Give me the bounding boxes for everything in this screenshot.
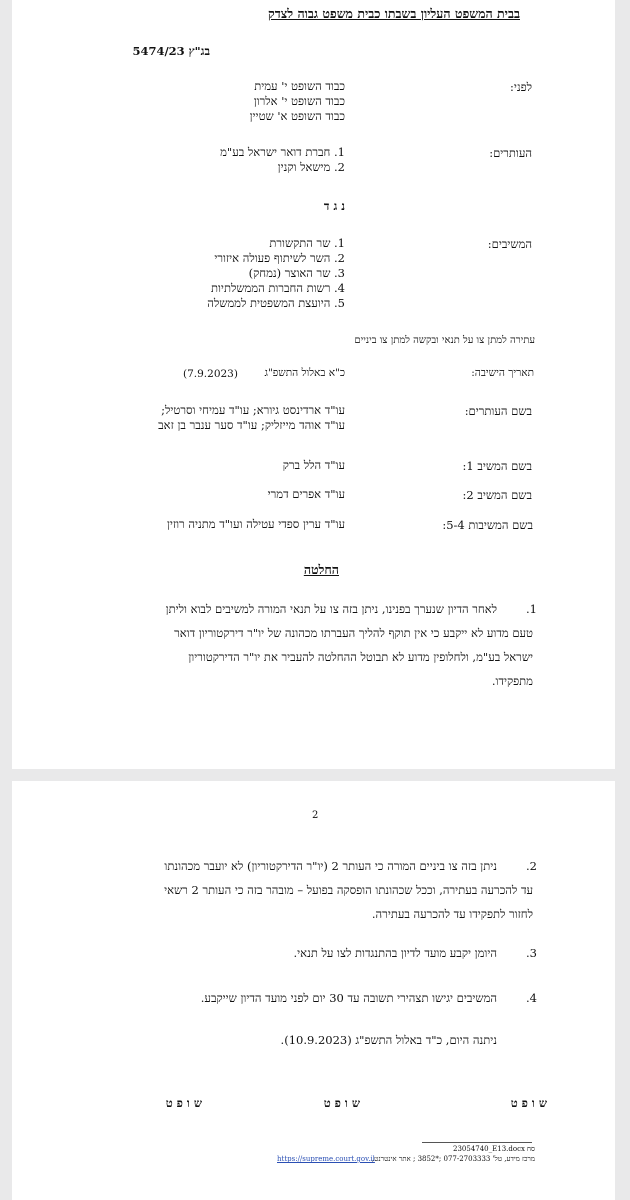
footer-doc-suffix: סח: [526, 1145, 535, 1153]
respondent-2: 2. השר לשיתוף פעולה איזורי: [214, 251, 345, 265]
para2-line-1: ניתן בזה צו ביניים המורה כי העותר 2 (יו"ר הדירקטוריון) לא יועבר מכהונתו: [164, 859, 497, 873]
respondent2-counsel: עו"ד אפרים דמרי: [267, 487, 345, 501]
judge-2: כבוד השופט י' אלרון: [253, 94, 345, 108]
signature-middle: ש ו פ ט: [323, 1096, 360, 1110]
case-number: בג"ץ 5474/23: [132, 44, 210, 58]
hearing-date-hebrew: כ"א באלול התשפ"ג: [264, 367, 345, 379]
hearing-date-gregorian: (7.9.2023): [183, 368, 238, 380]
para1-number: 1.: [526, 602, 537, 616]
para4-number: 4.: [526, 991, 537, 1005]
judge-1: כבוד השופט י' עמית: [254, 79, 345, 93]
para1-line-3: ישראל בע"מ, ולחלופין מדוע לא תבוטל ההחלטה להעביר את יו"ר הדירקטוריון: [188, 650, 533, 664]
para3-number: 3.: [526, 946, 537, 960]
para1-line-1: לאחר הדיון שנערך בפנינו, ניתן בזה צו על תנאי המורה למשיבים לבוא וליתן: [165, 602, 497, 616]
document-page-1: [12, 0, 615, 769]
respondents-label: המשיבים:: [487, 237, 532, 251]
para1-line-4: מתפקידו.: [491, 674, 533, 688]
petitioners-counsel-1: עו"ד ארדינסט גיורא; עו"ד עמיחי וסרטיל;: [161, 403, 345, 417]
given-today: ניתנה היום, כ"ד באלול התשפ"ג (10.9.2023).: [280, 1033, 497, 1047]
para3-text: היומן יקבע מועד לדיון בהתנגדות לצו על תנאי.: [293, 946, 497, 960]
before-label: לפני:: [509, 80, 532, 94]
hearing-date-label: תאריך הישיבה:: [471, 367, 534, 379]
para2-line-3: לחזור לתפקידו עד להכרעה בעתירה.: [371, 907, 533, 921]
respondent2-label: בשם המשיב 2:: [462, 488, 532, 502]
signature-left: ש ו פ ט: [165, 1096, 202, 1110]
petition-type: עתירה למתן צו על תנאי ובקשה למתן צו ביניים: [354, 335, 535, 346]
respondent-3: 3. שר האוצר (נמחק): [248, 266, 345, 280]
para2-number: 2.: [526, 859, 537, 873]
footer-doc-name: 23054740_E13.docx: [453, 1145, 525, 1153]
respondent1-label: בשם המשיב 1:: [462, 459, 532, 473]
para2-line-2: עד להכרעה בעתירה, וככל שכהונתו הופסקה בפועל – מובהר בזה כי העותר 2 רשאי: [164, 883, 533, 897]
judge-3: כבוד השופט א' שטיין: [249, 109, 345, 123]
document-page-2: [12, 781, 615, 1200]
footer-contact: מרכז מידע, טל' 077-2703333 ;*3852 ; אתר אינטרנט,: [371, 1155, 535, 1163]
signature-right: ש ו פ ט: [510, 1096, 547, 1110]
footer-url-link[interactable]: https://supreme.court.gov.il: [277, 1155, 375, 1163]
para1-line-2: טעם מדוע לא ייקבע כי אין תוקף להליך העברתו מכהונה של יו"ר דירקטוריון דואר: [174, 626, 533, 640]
versus: נ ג ד: [323, 199, 345, 213]
respondent-1: 1. שר התקשורת: [269, 236, 345, 250]
respondents45-label: בשם המשיבות 5-4:: [442, 518, 533, 532]
respondent-5: 5. היועצת המשפטית לממשלה: [207, 296, 345, 310]
petitioners-counsel-label: בשם העותרים:: [464, 404, 532, 418]
respondent1-counsel: עו"ד הלל ברק: [282, 458, 345, 472]
page-number: 2: [312, 810, 319, 821]
petitioner-2: 2. מישאל וקנין: [277, 160, 345, 174]
court-header: בבית המשפט העליון בשבתו כבית משפט גבוה לצדק: [268, 6, 520, 21]
decision-title: החלטה: [303, 562, 339, 577]
petitioner-1: 1. חברת דואר ישראל בע"מ: [220, 145, 345, 159]
para4-text: המשיבים יגישו תצהירי תשובה עד 30 יום לפני מועד הדיון שייקבע.: [200, 991, 497, 1005]
footer-divider: [422, 1142, 532, 1143]
respondent-4: 4. רשות החברות הממשלתיות: [210, 281, 345, 295]
respondents45-counsel: עו"ד ערין ספדי עטילה ועו"ד מתניה רוזין: [166, 517, 345, 531]
petitioners-label: העותרים:: [489, 146, 532, 160]
petitioners-counsel-2: עו"ד אוהד מייזליק; עו"ד סער ענבר בן זאב: [158, 418, 345, 432]
